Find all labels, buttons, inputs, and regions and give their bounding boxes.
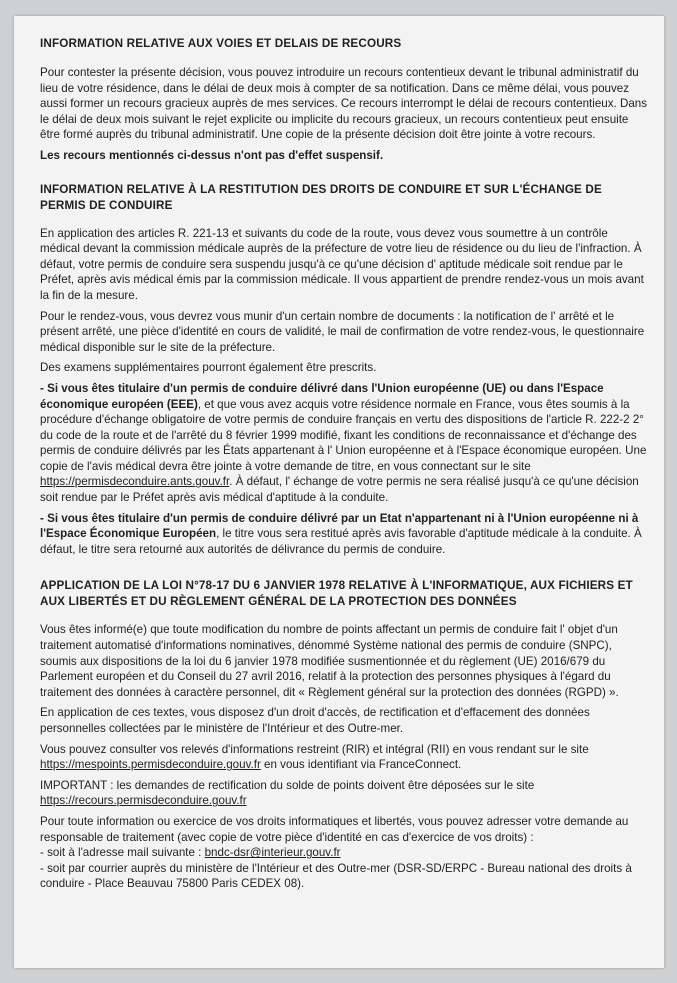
- exercice-droits-text: Pour toute information ou exercice de vos droits informatiques et libertés, vous pouvez adresser votre demande au responsable de traitement (avec copie de votre pièce d'identité en cas d'exercice de vos droits) :: [40, 814, 629, 844]
- permis-hors-ue-bold: - Si vous êtes titulaire d'un permis de conduire délivré par un Etat n'appartenant ni à l'Union européenne ni à l'Espace Économique Européen: [40, 511, 639, 541]
- important-text: IMPORTANT : les demandes de rectification du solde de points doivent être déposées sur le site: [40, 778, 535, 792]
- paragraph-rendez-vous: Pour le rendez-vous, vous devrez vous munir d'un certain nombre de documents : la notification de l' arrêté et le présent arrêté, une pièce d'identité en cours de validité, le mail de confirmation de votre rendez-vous, le questionnaire médical disponible sur le site de la préfecture.: [40, 309, 645, 354]
- section-spacer: [40, 562, 650, 578]
- permis-ue-text-end: . À défaut, l' échange de votre permis ne sera réalisé jusqu'à ce qu'une décision soit rendue par le Préfet après avis médical d'aptitude à la conduite.: [40, 475, 639, 505]
- document-page: [14, 16, 664, 968]
- paragraph-permis-ue: [40, 381, 650, 506]
- permis-hors-ue-text: , le titre vous sera restitué après avis favorable d'aptitude médicale à la conduite. À défaut, le titre sera retourné aux autorités de délivrance du permis de conduire.: [40, 527, 642, 556]
- paragraph-droits: En application de ces textes, vous disposez d'un droit d'accès, de rectification et d'effacement des données personnelles collectées par le ministère de l'Intérieur et des Outre-mer.: [40, 706, 590, 735]
- section-spacer: [40, 164, 650, 182]
- paragraph-exercice-droits: [40, 814, 650, 892]
- permis-ue-bold: - Si vous êtes titulaire d'un permis de conduire délivré dans l'Union européenne (UE) ou dans l'Espace économique européen (EEE): [40, 381, 604, 411]
- paragraph-examens: Des examens supplémentaires pourront également être prescrits.: [40, 361, 377, 375]
- paragraph-controle-medical: En application des articles R. 221-13 et suivants du code de la route, vous devez vous soumettre à un contrôle médical devant la commission médicale auprès de la préfecture de votre lieu de résidence ou du lieu de l'infraction. À défaut, votre permis de conduire sera suspendu jusqu'à ce qu'une décision d' aptitude médicale soit rendue par le Préfet, après avis médical émis par la commission médicale. Il vous appartient de prendre rendez-vous un mois avant la fin de la mesure.: [40, 226, 644, 302]
- paragraph-releves: [40, 742, 650, 773]
- ants-link[interactable]: https://permisdeconduire.ants.gouv.fr: [40, 475, 230, 489]
- section-heading-recours: INFORMATION RELATIVE AUX VOIES ET DELAIS DE RECOURS: [40, 37, 402, 50]
- releves-text-end: en vous identifiant via FranceConnect.: [260, 758, 462, 772]
- paragraph-snpc: Vous êtes informé(e) que toute modification du nombre de points affectant un permis de conduire fait l' objet d'un traitement automatisé d'informations nominatives, dénommé Système national des permis de conduire (SNPC), soumis aux dispositions de la loi du 6 janvier 1978 modifiée susmentionnée et du règlement (UE) 2016/679 du Parlement européen et du Conseil du 27 avril 2016, relatif à la protection des personnes physiques à l'égard du traitement des données à caractère personnel, dit « Règlement général sur la protection des données (RGPD) ».: [40, 623, 619, 699]
- document-content: [40, 36, 650, 897]
- mail-text: - soit à l'adresse mail suivante :: [40, 846, 205, 860]
- section-heading-restitution: INFORMATION RELATIVE À LA RESTITUTION DES DROITS DE CONDUIRE ET SUR L'ÉCHANGE DE PERMIS DE CONDUIRE: [40, 182, 602, 212]
- permis-ue-text: , et que vous avez acquis votre résidence normale en France, vous êtes soumis à la procédure d'échange obligatoire de votre permis de conduire français en vertu des dispositions de l'article R. 222-2 2° du code de la route et de l'arrêté du 8 février 1999 modifié, fixant les conditions de reconnaissance et d'échange des permis de conduire délivrés par les États appartenant à l' Union européenne et à l'Espace économique européen. Une copie de l'avis médical devra être jointe à votre demande de titre, en vous connectant sur le site: [40, 397, 647, 473]
- paragraph-permis-hors-ue: [40, 511, 650, 558]
- paragraph-non-suspensif: Les recours mentionnés ci-dessus n'ont pas d'effet suspensif.: [40, 148, 384, 162]
- paragraph-important: [40, 778, 650, 809]
- paragraph-recours: Pour contester la présente décision, vous pouvez introduire un recours contentieux devant le tribunal administratif du lieu de votre résidence, dans le délai de deux mois à compter de sa notification. Dans ce même délai, vous pouvez aussi former un recours gracieux auprès de mes services. Ce recours interrompt le délai de recours contentieux. Dans le délai de deux mois suivant le rejet explicite ou implicite du recours gracieux, un recours contentieux peut ensuite être formé auprès du tribunal administratif. Une copie de la présente décision doit être jointe à votre recours.: [40, 66, 648, 142]
- mail-link[interactable]: bndc-dsr@interieur.gouv.fr: [204, 846, 341, 860]
- section-heading-rgpd: APPLICATION DE LA LOI N°78-17 DU 6 JANVIER 1978 RELATIVE À L'INFORMATIQUE, AUX FICHIERS ET AUX LIBERTÉS ET DU RÈGLEMENT GÉNÉRAL DE LA PROTECTION DES DONNÉES: [40, 579, 633, 609]
- releves-text: Vous pouvez consulter vos relevés d'informations restreint (RIR) et intégral (RII) en vous rendant sur le site: [40, 742, 589, 756]
- recours-link[interactable]: https://recours.permisdeconduire.gouv.fr: [40, 794, 247, 808]
- mespoints-link[interactable]: https://mespoints.permisdeconduire.gouv.fr: [40, 758, 261, 772]
- courrier-text: - soit par courrier auprès du ministère de l'Intérieur et des Outre-mer (DSR-SD/ERPC - Bureau national des droits à conduire - Place Beauvau 75800 Paris CEDEX 08).: [40, 861, 632, 891]
